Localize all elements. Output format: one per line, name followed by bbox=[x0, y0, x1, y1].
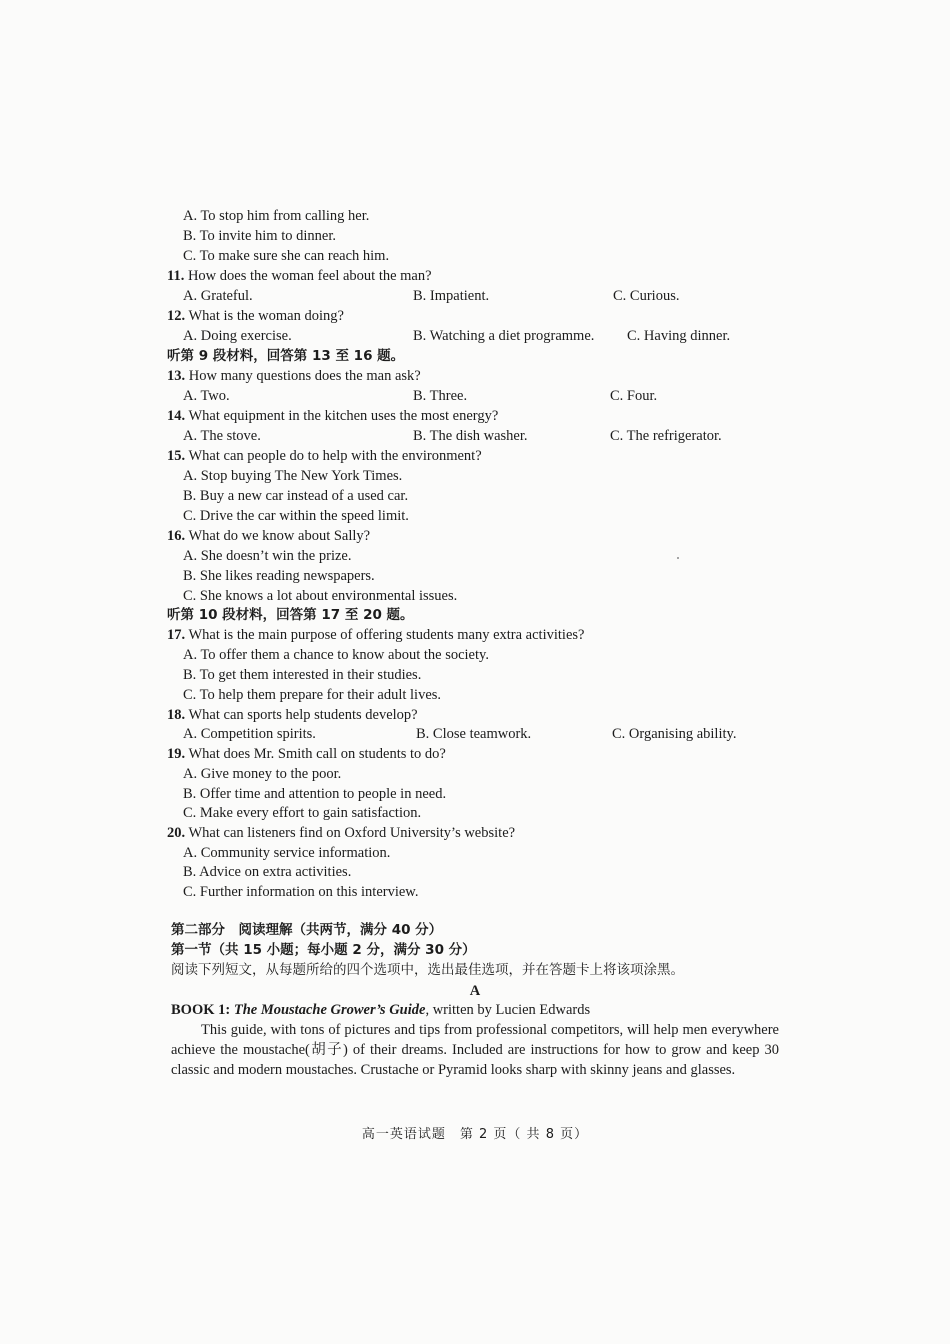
book-prefix: BOOK 1: bbox=[171, 1002, 234, 1018]
q18-option-a: A. Competition spirits. bbox=[183, 726, 316, 742]
question-18 bbox=[167, 706, 418, 724]
book-author: , written by Lucien Edwards bbox=[425, 1002, 591, 1018]
q19-option-c: C. Make every effort to gain satisfaction. bbox=[183, 805, 422, 821]
question-20 bbox=[167, 824, 515, 842]
q11-option-c: C. Curious. bbox=[613, 288, 680, 304]
q15-option-c: C. Drive the car within the speed limit. bbox=[183, 508, 409, 524]
q10-option-a: A. To stop him from calling her. bbox=[183, 208, 370, 224]
q20-option-c: C. Further information on this interview. bbox=[183, 884, 419, 900]
question-number: 13. bbox=[167, 368, 186, 384]
page-footer: 高一英语试题 第 2 页（ 共 8 页） bbox=[361, 1127, 589, 1142]
question-19 bbox=[167, 745, 446, 763]
question-17 bbox=[167, 626, 584, 644]
q15-option-b: B. Buy a new car instead of a used car. bbox=[183, 488, 409, 504]
section1-heading: 第一节（共 15 小题；每小题 2 分，满分 30 分） bbox=[171, 942, 476, 958]
question-number: 12. bbox=[167, 308, 186, 324]
question-text: What can sports help students develop? bbox=[188, 707, 418, 723]
question-number: 17. bbox=[167, 627, 186, 643]
question-text: How many questions does the man ask? bbox=[188, 368, 421, 384]
book-1-heading bbox=[171, 1001, 590, 1019]
question-text: What do we know about Sally? bbox=[188, 528, 371, 544]
question-15 bbox=[167, 447, 482, 465]
passage-label: A bbox=[469, 983, 481, 999]
question-number: 16. bbox=[167, 528, 186, 544]
section-instruction-9: 听第 9 段材料，回答第 13 至 16 题。 bbox=[167, 348, 405, 364]
q19-option-a: A. Give money to the poor. bbox=[183, 766, 342, 782]
q12-option-a: A. Doing exercise. bbox=[183, 328, 292, 344]
question-number: 11. bbox=[167, 268, 185, 284]
question-12 bbox=[167, 307, 344, 325]
question-text: What can people do to help with the environment? bbox=[188, 448, 482, 464]
question-number: 15. bbox=[167, 448, 186, 464]
q16-option-c: C. She knows a lot about environmental issues. bbox=[183, 588, 458, 604]
passage-paragraph: This guide, with tons of pictures and tips from professional competitors, will help men everywhere achieve the moustache(胡子) of their dreams. Included are instructions for how to grow and keep 30 classic and modern moustaches. Crustache or Pyramid looks sharp with skinny jeans and glasses. bbox=[171, 1022, 779, 1078]
q17-option-c: C. To help them prepare for their adult lives. bbox=[183, 687, 442, 703]
question-text: What equipment in the kitchen uses the most energy? bbox=[188, 408, 499, 424]
question-number: 20. bbox=[167, 825, 186, 841]
q18-option-b: B. Close teamwork. bbox=[416, 726, 532, 742]
question-text: What is the woman doing? bbox=[188, 308, 344, 324]
q11-option-a: A. Grateful. bbox=[183, 288, 253, 304]
question-number: 14. bbox=[167, 408, 186, 424]
q10-option-c: C. To make sure she can reach him. bbox=[183, 248, 390, 264]
question-number: 18. bbox=[167, 707, 186, 723]
q16-option-b: B. She likes reading newspapers. bbox=[183, 568, 375, 584]
q10-option-b: B. To invite him to dinner. bbox=[183, 228, 336, 244]
q14-option-b: B. The dish washer. bbox=[413, 428, 528, 444]
question-text: What can listeners find on Oxford University’s website? bbox=[188, 825, 516, 841]
part2-heading: 第二部分 阅读理解（共两节，满分 40 分） bbox=[171, 922, 443, 938]
question-number: 19. bbox=[167, 746, 186, 762]
question-text: What is the main purpose of offering students many extra activities? bbox=[188, 627, 585, 643]
q15-option-a: A. Stop buying The New York Times. bbox=[183, 468, 403, 484]
question-text: How does the woman feel about the man? bbox=[187, 268, 432, 284]
q14-option-a: A. The stove. bbox=[183, 428, 261, 444]
q11-option-b: B. Impatient. bbox=[413, 288, 490, 304]
book-title: The Moustache Grower’s Guide bbox=[233, 1002, 426, 1018]
q17-option-b: B. To get them interested in their studies. bbox=[183, 667, 422, 683]
scan-speck bbox=[677, 557, 679, 559]
question-text: What does Mr. Smith call on students to do? bbox=[188, 746, 446, 762]
question-16 bbox=[167, 527, 370, 545]
question-14 bbox=[167, 407, 498, 425]
q12-option-b: B. Watching a diet programme. bbox=[413, 328, 595, 344]
q20-option-b: B. Advice on extra activities. bbox=[183, 864, 352, 880]
reading-instruction: 阅读下列短文，从每题所给的四个选项中，选出最佳选项，并在答题卡上将该项涂黑。 bbox=[171, 962, 684, 978]
q13-option-b: B. Three. bbox=[413, 388, 468, 404]
q20-option-a: A. Community service information. bbox=[183, 845, 391, 861]
q13-option-a: A. Two. bbox=[183, 388, 230, 404]
question-11 bbox=[167, 267, 432, 285]
section-instruction-10: 听第 10 段材料，回答第 17 至 20 题。 bbox=[167, 607, 414, 623]
q13-option-c: C. Four. bbox=[610, 388, 658, 404]
question-13 bbox=[167, 367, 421, 385]
q14-option-c: C. The refrigerator. bbox=[610, 428, 722, 444]
q19-option-b: B. Offer time and attention to people in need. bbox=[183, 786, 447, 802]
q18-option-c: C. Organising ability. bbox=[612, 726, 737, 742]
q16-option-a: A. She doesn’t win the prize. bbox=[183, 548, 352, 564]
q17-option-a: A. To offer them a chance to know about the society. bbox=[183, 647, 489, 663]
q12-option-c: C. Having dinner. bbox=[627, 328, 731, 344]
